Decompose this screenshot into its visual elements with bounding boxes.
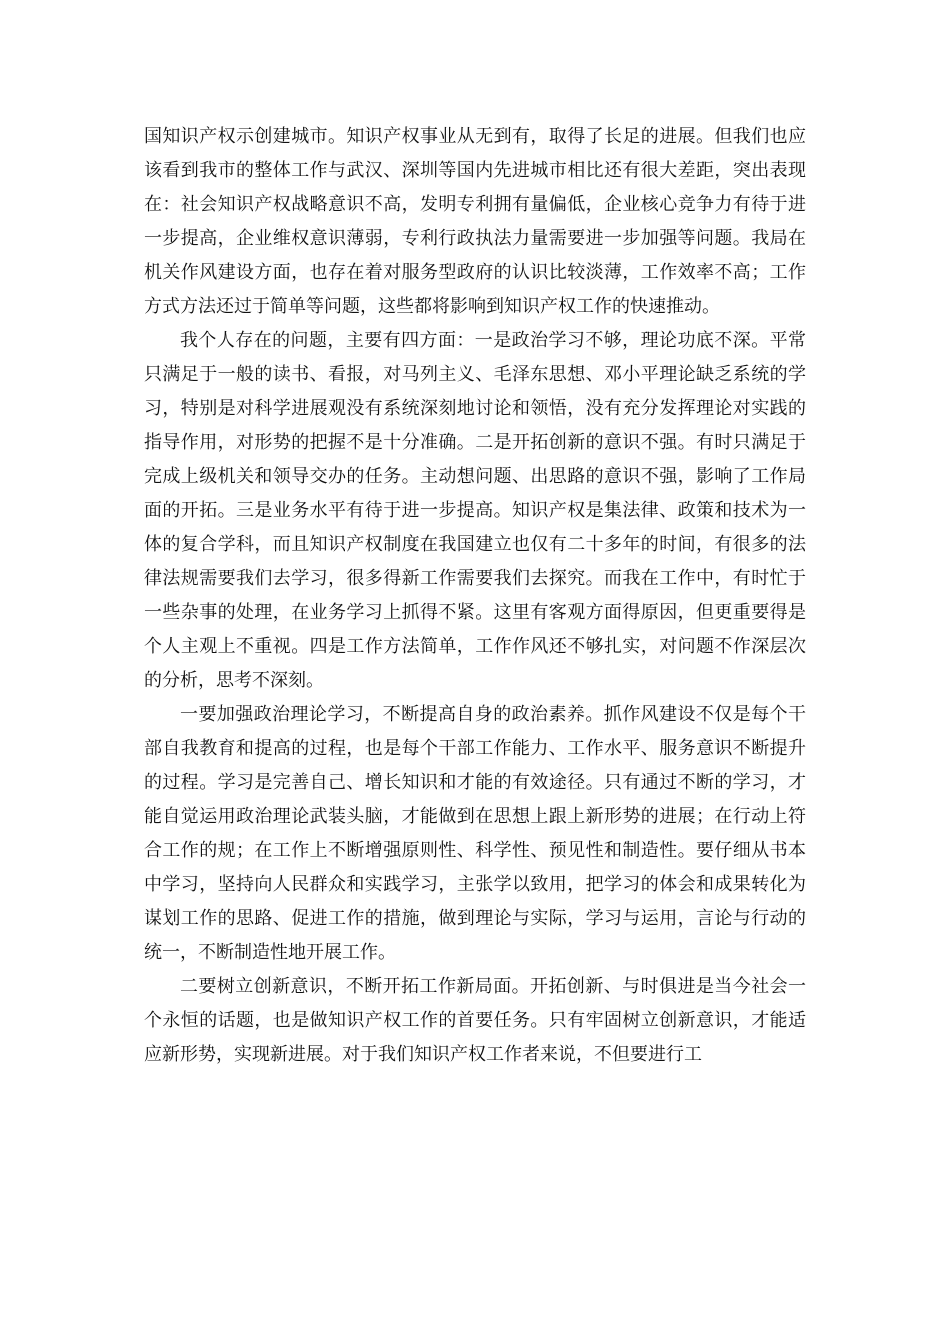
paragraph-4: 二要树立创新意识，不断开拓工作新局面。开拓创新、与时俱进是当今社会一个永恒的话题，也是做知识产权工作的首要任务。只有牢固树立创新意识，才能适应新形势，实现新进展。对于我们知识产权工作者来说，不但要进行工 (144, 976, 806, 1065)
paragraph-1: 国知识产权示创建城市。知识产权事业从无到有，取得了长足的进展。但我们也应该看到我市的整体工作与武汉、深圳等国内先进城市相比还有很大差距，突出表现在：社会知识产权战略意识不高，发明专利拥有量偏低，企业核心竞争力有待于进一步提高，企业维权意识薄弱，专利行政执法力量需要进一步加强等问题。我局在机关作风建设方面，也存在着对服务型政府的认识比较淡薄，工作效率不高；工作方式方法还过于简单等问题，这些都将影响到知识产权工作的快速推动。 (144, 126, 806, 317)
document-body (144, 120, 806, 1072)
paragraph-3: 一要加强政治理论学习，不断提高自身的政治素养。抓作风建设不仅是每个干部自我教育和提高的过程，也是每个干部工作能力、工作水平、服务意识不断提升的过程。学习是完善自己、增长知识和才能的有效途径。只有通过不断的学习，才能自觉运用政治理论武装头脑，才能做到在思想上跟上新形势的进展；在行动上符合工作的规；在工作上不断增强原则性、科学性、预见性和制造性。要仔细从书本中学习，坚持向人民群众和实践学习，主张学以致用，把学习的体会和成果转化为谋划工作的思路、促进工作的措施，做到理论与实际，学习与运用，言论与行动的统一，不断制造性地开展工作。 (144, 704, 806, 963)
paragraph-2: 我个人存在的问题，主要有四方面：一是政治学习不够，理论功底不深。平常只满足于一般的读书、看报，对马列主义、毛泽东思想、邓小平理论缺乏系统的学习，特别是对科学进展观没有系统深刻地讨论和领悟，没有充分发挥理论对实践的指导作用，对形势的把握不是十分准确。二是开拓创新的意识不强。有时只满足于完成上级机关和领导交办的任务。主动想问题、出思路的意识不强，影响了工作局面的开拓。三是业务水平有待于进一步提高。知识产权是集法律、政策和技术为一体的复合学科，而且知识产权制度在我国建立也仅有二十多年的时间，有很多的法律法规需要我们去学习，很多得新工作需要我们去探究。而我在工作中，有时忙于一些杂事的处理，在业务学习上抓得不紧。这里有客观方面得原因，但更重要得是个人主观上不重视。四是工作方法简单，工作作风还不够扎实，对问题不作深层次的分析，思考不深刻。 (144, 330, 806, 691)
